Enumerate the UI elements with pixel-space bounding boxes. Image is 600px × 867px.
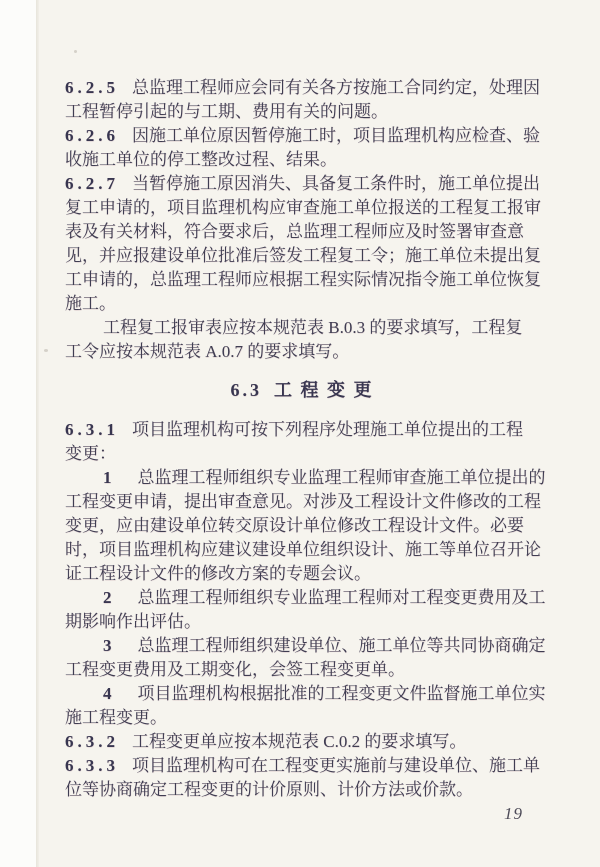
text-line — [65, 634, 546, 658]
clause-number: 6.3.2 — [65, 732, 119, 751]
text-line — [65, 268, 539, 292]
line-text: 工申请的，总监理工程师应根据工程实际情况指令施工单位恢复 — [65, 270, 541, 289]
text-line — [65, 442, 539, 466]
text-line — [65, 76, 539, 100]
line-text: 表及有关材料，符合要求后，总监理工程师应及时签署审查意 — [65, 222, 524, 241]
text-line — [65, 706, 539, 730]
text-line — [65, 778, 539, 802]
text-line — [65, 562, 539, 586]
line-text: 项目监理机构根据批准的工程变更文件监督施工单位实 — [137, 684, 546, 703]
text-line — [65, 610, 539, 634]
line-text: 时，项目监理机构应建议建设单位组织设计、施工等单位召开论 — [65, 540, 541, 559]
text-line — [65, 658, 539, 682]
line-text: 总监理工程师组织专业监理工程师审查施工单位提出的 — [137, 468, 546, 487]
text-line — [65, 586, 546, 610]
line-text: 施工。 — [65, 294, 116, 313]
text-line — [65, 244, 539, 268]
line-text: 见，并应报建设单位批准后签发工程复工令；施工单位未提出复 — [65, 246, 541, 265]
line-text: 变更，应由建设单位转交原设计单位修改工程设计文件。必要 — [65, 516, 524, 535]
line-text: 施工程变更。 — [65, 708, 167, 727]
line-text: 项目监理机构可在工程变更实施前与建设单位、施工单 — [132, 756, 540, 775]
line-text: 当暂停施工原因消失、具备复工条件时，施工单位提出 — [132, 174, 540, 193]
text-line — [65, 466, 546, 490]
page-edge-shadow — [36, 0, 39, 867]
line-text: 位等协商确定工程变更的计价原则、计价方法或价款。 — [65, 780, 473, 799]
left-margin — [0, 0, 36, 867]
line-text: 工程变更申请，提出审查意见。对涉及工程设计文件修改的工程 — [65, 492, 541, 511]
page-number: 19 — [504, 804, 523, 823]
line-text: 总监理工程师应会同有关各方按施工合同约定，处理因 — [132, 78, 540, 97]
item-number: 1 — [103, 468, 112, 487]
line-text: 工程变更单应按本规范表 C.0.2 的要求填写。 — [132, 732, 467, 751]
document-body — [65, 76, 546, 802]
clause-number: 6.3.3 — [65, 756, 119, 775]
text-line — [65, 100, 539, 124]
clause-number: 6.2.7 — [65, 174, 119, 193]
text-line — [65, 754, 539, 778]
clause-number: 6.2.6 — [65, 126, 119, 145]
text-line — [65, 730, 539, 754]
text-line — [65, 682, 546, 706]
text-line — [65, 418, 539, 442]
clause-number: 6.3.1 — [65, 420, 119, 439]
item-number: 3 — [103, 636, 112, 655]
line-text: 项目监理机构可按下列程序处理施工单位提出的工程 — [132, 420, 523, 439]
text-line — [65, 292, 539, 316]
text-line — [65, 196, 539, 220]
clause-number: 6.3 — [230, 380, 262, 400]
text-line — [65, 124, 539, 148]
text-line — [65, 340, 539, 364]
section-heading — [65, 378, 539, 402]
line-text: 变更： — [65, 444, 116, 463]
line-text: 总监理工程师组织建设单位、施工单位等共同协商确定 — [137, 636, 546, 655]
line-text: 工程暂停引起的与工期、费用有关的问题。 — [65, 102, 388, 121]
text-line — [65, 514, 539, 538]
line-text: 工令应按本规范表 A.0.7 的要求填写。 — [65, 342, 350, 361]
line-text: 期影响作出评估。 — [65, 612, 201, 631]
clause-number: 6.2.5 — [65, 78, 119, 97]
text-line — [65, 490, 539, 514]
line-text: 因施工单位原因暂停施工时，项目监理机构应检查、验 — [132, 126, 540, 145]
scan-speck — [44, 349, 48, 352]
scan-speck — [74, 50, 77, 53]
line-text: 总监理工程师组织专业监理工程师对工程变更费用及工 — [137, 588, 546, 607]
line-text: 收施工单位的停工整改过程、结果。 — [65, 150, 337, 169]
line-text: 证工程设计文件的修改方案的专题会议。 — [65, 564, 371, 583]
line-text: 复工申请的，项目监理机构应审查施工单位报送的工程复工报审 — [65, 198, 541, 217]
text-line — [65, 220, 539, 244]
text-line — [65, 172, 539, 196]
line-text: 工程复工报审表应按本规范表 B.0.3 的要求填写，工程复 — [103, 318, 523, 337]
text-line — [65, 148, 539, 172]
text-line — [65, 538, 539, 562]
line-text: 工 程 变 更 — [274, 380, 374, 400]
item-number: 2 — [103, 588, 112, 607]
text-line — [65, 316, 539, 340]
item-number: 4 — [103, 684, 112, 703]
line-text: 工程变更费用及工期变化，会签工程变更单。 — [65, 660, 405, 679]
